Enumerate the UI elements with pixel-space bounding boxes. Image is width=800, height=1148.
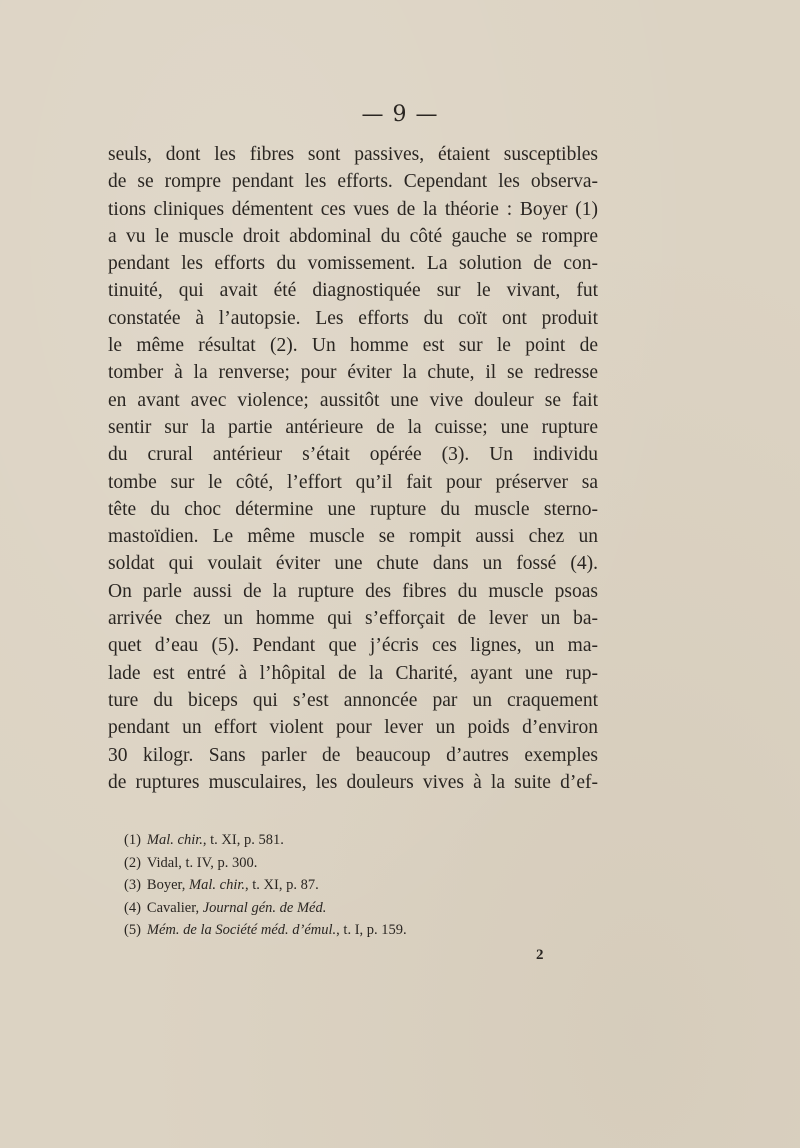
text-line: mastoïdien. Le même muscle se rompit aussi chez un [108,526,598,548]
text-line: pendant un effort violent pour lever un poids d’environ [108,717,598,739]
text-line: tomber à la renverse; pour éviter la chute, il se redresse [108,362,598,384]
footnote-3 [124,874,544,897]
text-line: tions cliniques démentent ces vues de la théorie : Boyer (1) [108,198,598,220]
footnote-title: Mal. chir. [189,877,246,893]
text-line: quet d’eau (5). Pendant que j’écris ces lignes, un ma- [108,635,598,657]
body-text [108,141,598,796]
text-line: tinuité, qui avait été diagnostiquée sur le vivant, fut [108,280,598,302]
footnote-5 [124,919,544,942]
text-line: 30 kilogr. Sans parler de beaucoup d’autres exemples [108,744,598,766]
text-line: pendant les efforts du vomissement. La solution de con- [108,253,598,275]
footnote-marker: (1) [124,832,141,848]
text-line: lade est entré à l’hôpital de la Charité, ayant une rup- [108,662,598,684]
text-line: a vu le muscle droit abdominal du côté gauche se rompre [108,225,598,247]
signature-mark: 2 [536,947,544,963]
footnote-1 [124,829,544,852]
footnote-marker: (3) [124,877,141,893]
footnote-marker: (4) [124,899,141,916]
footnote-marker: (2) [124,854,141,871]
text-line: On parle aussi de la rupture des fibres du muscle psoas [108,580,598,602]
text-line: du crural antérieur s’était opérée (3). Un individu [108,444,598,466]
text-line: tête du choc détermine une rupture du muscle sterno- [108,498,598,520]
footnote-4 [124,897,544,920]
text-line: seuls, dont les fibres sont passives, étaient susceptibles [108,144,598,165]
footnote-author: Cavalier, [146,899,203,916]
text-line: ture du biceps qui s’est annoncée par un craquement [108,689,598,711]
text-line: arrivée chez un homme qui s’efforçait de lever un ba- [108,608,598,630]
footnote-reference: , t. XI, p. 87. [245,877,319,893]
text-line: en avant avec violence; aussitôt une vive douleur se fait [108,389,598,411]
footnote-author: Boyer, [146,877,190,893]
text-line: le même résultat (2). Un homme est sur le point de [108,335,598,357]
text-line: sentir sur la partie antérieure de la cuisse; une rupture [108,416,598,438]
text-line: soldat qui voulait éviter une chute dans un fossé (4). [108,553,598,575]
footnote-title: Mal. chir. [146,832,203,848]
text-line: tombe sur le côté, l’effort qu’il fait pour préserver sa [108,471,598,493]
footnotes [124,829,544,942]
footnote-title: Mém. de la Société méd. d’émul. [146,922,337,938]
footnote-reference: , t. I, p. 159. [336,922,407,938]
text-line: de se rompre pendant les efforts. Cependant les observa- [108,171,598,193]
text-line: de ruptures musculaires, les douleurs vives à la suite d’ef- [108,771,598,793]
footnote-marker: (5) [124,922,141,938]
text-line: constatée à l’autopsie. Les efforts du coït ont produit [108,307,598,329]
footnote-2 [124,852,544,875]
footnote-reference: , t. XI, p. 581. [202,832,284,848]
footnote-title: Journal gén. de Méd. [202,899,327,916]
footnote-reference: Vidal, t. IV, p. 300. [146,854,258,871]
page-number: — 9 — [361,102,439,127]
